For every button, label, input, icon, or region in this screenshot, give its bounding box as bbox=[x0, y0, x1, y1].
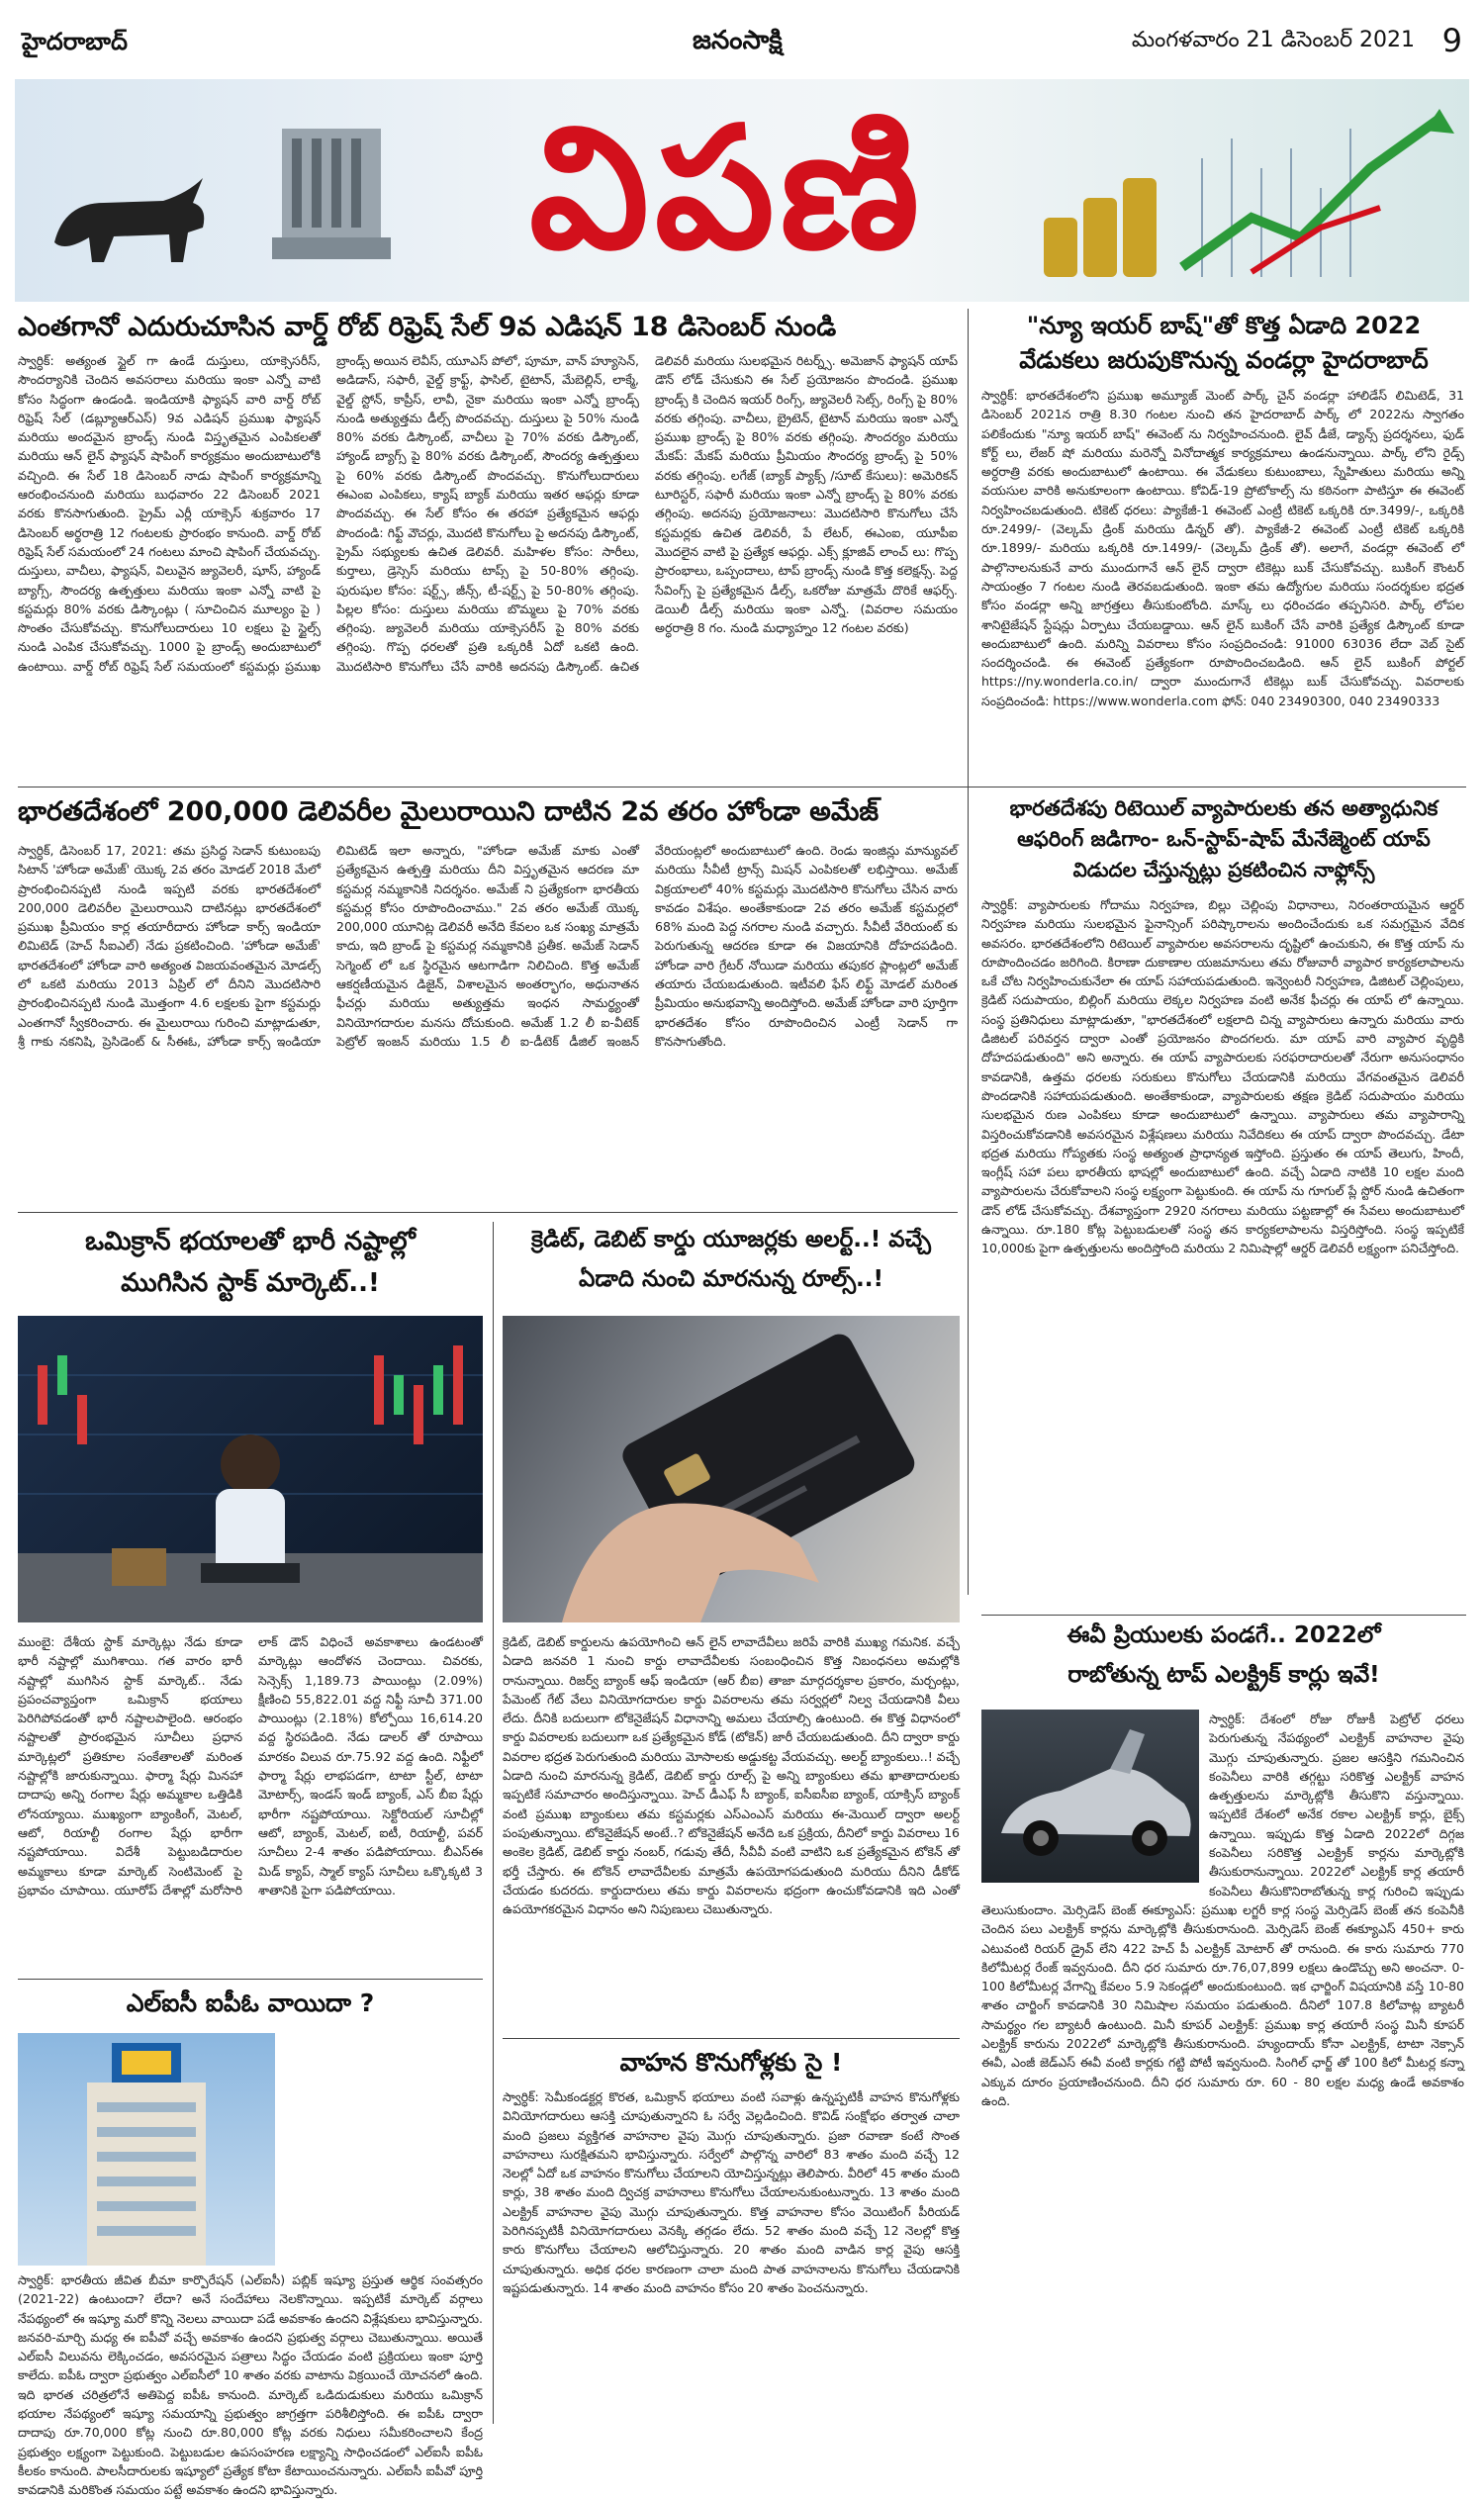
article-retail-headline-line2: ఆఫరింగ్ జడిగాం- ఒన్-స్టాప్-షాప్ మేనేజ్మెంట్ యాప్ bbox=[1017, 827, 1431, 851]
page-header bbox=[0, 0, 1484, 79]
column-divider bbox=[968, 309, 969, 1595]
section-banner bbox=[15, 79, 1469, 302]
article-stockmarket-headline-line2: ముగిసిన స్టాక్ మార్కెట్..! bbox=[121, 1268, 380, 1298]
article-retail-body: స్వార్ధిక్: వ్యాపారులకు గోదాము నిర్వహణ, బిల్లు చెల్లింపు విధానాలు, నిరంతరాయమైన ఆర్డర్ నిర్వహణ మరియు సులభమైన ఫైనాన్సింగ్ పరిష్కారాలను అందించేందుకు ఒక సమగ్రమైన వేదిక అవసరం. భారతదేశంలోని రిటెయిల్ వ్యాపారుల అవసరాలను దృష్టిలో ఉంచుకుని, ఈ కొత్త యాప్ ను రూపొందించడం జరిగింది. కిరాణా దుకాణాల యజమానులు తమ రోజువారీ వ్యాపార కార్యకలాపాలను ఒకే చోట నిర్వహించుకునేలా ఈ యాప్ సహాయపడుతుంది. ఇన్వెంటరీ నిర్వహణ, డిజిటల్ చెల్లింపులు, క్రెడిట్ సదుపాయం, బిల్లింగ్ మరియు లెక్కల నిర్వహణ వంటి అనేక ఫీచర్లు ఈ యాప్ లో ఉన్నాయి. సంస్థ ప్రతినిధులు మాట్లాడుతూ, "భారతదేశంలో లక్షలాది చిన్న వ్యాపారులు ఉన్నారు మరియు వారు డిజిటల్ పరివర్తన ద్వారా ఎంతో ప్రయోజనం పొందగలరు. మా యాప్ వారి వ్యాపార వృద్ధికి దోహదపడుతుంది" అని అన్నారు. ఈ యాప్ వ్యాపారులకు సరఫరాదారులతో నేరుగా అనుసంధానం కావడానికి, ఉత్తమ ధరలకు సరుకులు కొనుగోలు చేయడానికి మరియు వేగవంతమైన డెలివరీ పొందడానికి సహాయపడుతుంది. అంతేకాకుండా, వ్యాపారులకు తక్షణ క్రెడిట్ సదుపాయం మరియు సులభమైన రుణ ఎంపికలు కూడా అందుబాటులో ఉన్నాయి. వ్యాపారులు తమ వ్యాపారాన్ని విస్తరించుకోవడానికి అవసరమైన విశ్లేషణలు మరియు నివేదికలు ఈ యాప్ ద్వారా పొందవచ్చు. డేటా భద్రత మరియు గోప్యతకు సంస్థ అత్యంత ప్రాధాన్యత ఇస్తోంది. ప్రస్తుతం ఈ యాప్ తెలుగు, హిందీ, ఇంగ్లీష్ సహా పలు భారతీయ భాషల్లో అందుబాటులో ఉంది. వచ్చే ఏడాది నాటికి 10 లక్షల మంది వ్యాపారులను చేరుకోవాలని సంస్థ లక్ష్యంగా పెట్టుకుంది. ఈ యాప్ ను గూగుల్ ప్లే స్టోర్ నుండి ఉచితంగా డౌన్ లోడ్ చేసుకోవచ్చు. దేశవ్యాప్తంగా 2920 నగరాలు మరియు పట్టణాల్లో ఈ సేవలు అందుబాటులో ఉన్నాయి. రూ.180 కోట్ల పెట్టుబడులతో సంస్థ తన కార్యకలాపాలను విస్తరిస్తోంది. సంస్థ ఇప్పటికే 10,000కు పైగా ఉత్పత్తులను అందిస్తోంది మరియు 2 నిమిషాల్లో ఆర్డర్ డెలివరీ లక్ష్యంగా పనిచేస్తోంది. bbox=[981, 897, 1464, 1256]
article-vehicles-body: స్వార్ధిక్: సెమీకండక్టర్ల కొరత, ఒమిక్రాన్ భయాలు వంటి సవాళ్లు ఉన్నప్పటికీ వాహన కొనుగోళ్లకు వినియోగదారులు ఆసక్తి చూపుతున్నారని ఓ సర్వే వెల్లడించింది. కొవిడ్ సంక్షోభం తర్వాత చాలా మంది ప్రజలు వ్యక్తిగత వాహనాల వైపు మొగ్గు చూపుతున్నారు. ప్రజా రవాణా కంటే సొంత వాహనాలు సురక్షితమని భావిస్తున్నారు. సర్వేలో పాల్గొన్న వారిలో 83 శాతం మంది వచ్చే 12 నెలల్లో ఏదో ఒక వాహనం కొనుగోలు చేయాలని యోచిస్తున్నట్లు తెలిపారు. వీరిలో 45 శాతం మంది కార్లు, 38 శాతం మంది ద్విచక్ర వాహనాలు కొనుగోలు చేయాలనుకుంటున్నారు. 13 శాతం మంది ఎలక్ట్రిక్ వాహనాల వైపు మొగ్గు చూపుతున్నారు. కొత్త వాహనాల కోసం వెయిటింగ్ పీరియడ్ పెరిగినప్పటికీ వినియోగదారులు వెనక్కి తగ్గడం లేదు. 52 శాతం మంది వచ్చే 12 నెలల్లో కొత్త కారు కొనుగోలు చేయాలని ఆలోచిస్తున్నారు. 20 శాతం మంది వాడిన కార్ల వైపు ఆసక్తి చూపుతున్నారు. అధిక ధరల కారణంగా చాలా మంది పాత వాహనాలను కొనుగోలు చేయడానికి ఇష్టపడుతున్నారు. 14 శాతం మంది వాహనం కోసం 20 శాతం పెంచనున్నారు. bbox=[503, 2089, 960, 2295]
section-divider bbox=[503, 2038, 960, 2039]
page-number: 9 bbox=[1441, 22, 1462, 59]
article-wardrobe-body: స్వార్ధిక్: అత్యంత స్టైల్ గా ఉండే దుస్తులు, యాక్సెసరీస్, సౌందర్యానికి చెందిన అవసరాలు మరియు ఇంకా ఎన్నో వాటి కోసం సిద్ధంగా ఉండండి. ఇండియాకి ఫ్యాషన్ వారి వార్డ్ రోబ్ రిఫ్రెష్ సేల్ (డబ్ల్యూఆర్ఎస్) 9వ ఎడిషన్ ప్రముఖ ఫ్యాషన్ మరియు అందమైన బ్రాండ్స్ నుండి విస్తృతమైన ఎంపికలతో మరియు ఆన్ లైన్ ఫ్యాషన్ షాపింగ్ కార్యక్రమం అందుబాటులోకి వచ్చింది. ఈ సేల్ 18 డిసెంబర్ నాడు షాపింగ్ కార్యక్రమాన్ని ఆరంభించనుంది మరియు బుధవారం 22 డిసెంబర్ 2021 వరకు కొనసాగుతుంది. ప్రైమ్ ఎర్లీ యాక్సెస్ శుక్రవారం 17 డిసెంబర్ అర్థరాత్రి 12 గంటలకు ప్రారంభం కానుంది. వార్డ్ రోబ్ రిఫ్రెష్ సేల్ సమయంలో 24 గంటలు మాంచి షాపింగ్ చేయవచ్చు. దుస్తులు, వాచీలు, ఫ్యాషన్, విలువైన జ్యువెలరీ, షూస్, హ్యాండ్ బ్యాగ్స్, సౌందర్య ఉత్పత్తులు మరియు ఇంకా ఎన్నో వాటి పై కస్టమర్లు 80% వరకు డిస్కౌంట్లు ( సూచించిన మూల్యం పై ) సొంతం చేసుకోవచ్చు. కొనుగోలుదారులు 10 లక్షలు పై స్టైల్స్ నుండి ఎంపిక చేసుకోవచ్చు. 1000 పై బ్రాండ్స్ అందుబాటులో ఉంటాయి. వార్డ్ రోబ్ రిఫ్రెష్ సేల్ సమయంలో కస్టమర్లు ప్రముఖ బ్రాండ్స్ అయిన లెవీస్, యూఎస్ పోలో, పూమా, వాన్ హ్యూసెన్, అడిడాస్, సఫారీ, వైల్డ్ క్రాఫ్ట్, ఫాసిల్, టైటాన్, మేబెల్లిన్, లాక్మే, వైల్డ్ స్టోన్, కాప్రీస్, లావీ, నైకా మరియు ఇంకా ఎన్నో బ్రాండ్స్ నుండి అత్యుత్తమ డీల్స్ పొందవచ్చు. దుస్తులు పై 50% నుండి 80% వరకు డిస్కౌంట్, వాచీలు పై 70% వరకు డిస్కౌంట్, హ్యాండ్ బ్యాగ్స్ పై 80% వరకు డిస్కౌంట్, సౌందర్య ఉత్పత్తులు పై 60% వరకు డిస్కౌంట్ పొందవచ్చు. కొనుగోలుదారులు ఈఎంఐ ఎంపికలు, క్యాష్ బ్యాక్ మరియు ఇతర ఆఫర్లు కూడా పొందవచ్చు. ఈ సేల్ కోసం ఈ తరహా ప్రత్యేకమైన ఆఫర్లు పొందండి: గిఫ్ట్ వౌచర్లు, మొదటి కొనుగోలు పై అదనపు డిస్కౌంట్, ప్రైమ్ సభ్యులకు ఉచిత డెలివరీ. మహిళల కోసం: సారీలు, కుర్తాలు, డ్రెస్సెస్ మరియు టాప్స్ పై 50-80% తగ్గింపు. పురుషుల కోసం: షర్ట్స్, జీన్స్, టీ-షర్ట్స్ పై 50-80% తగ్గింపు. పిల్లల కోసం: దుస్తులు మరియు బొమ్మలు పై 70% వరకు తగ్గింపు. జ్యువెలరీ మరియు యాక్సెసరీస్ పై 80% వరకు తగ్గింపు. గొప్ప ధరలతో ప్రతి ఒక్కరికీ ఏదో ఒకటి ఉంది. మొదటిసారి కొనుగోలు చేసే వారికి అదనపు డిస్కౌంట్. ఉచిత డెలివరీ మరియు సులభమైన రిటర్న్స్. అమెజాన్ ఫ్యాషన్ యాప్ డౌన్ లోడ్ చేసుకుని ఈ సేల్ ప్రయోజనం పొందండి. ప్రముఖ బ్రాండ్స్ కి చెందిన ఇయర్ రింగ్స్, జ్యువెలరీ సెట్స్, రింగ్స్ పై 80% వరకు తగ్గింపు. వాచీలు, బ్రైటెన్, టైటాన్ మరియు ఇంకా ఎన్నో ప్రముఖ బ్రాండ్స్ పై 80% వరకు తగ్గింపు. సౌందర్యం మరియు మేకప్: మేకప్ మరియు ప్రీమియం సౌందర్య బ్రాండ్స్ పై 50% వరకు తగ్గింపు. లగేజ్ (బ్యాక్ ప్యాక్స్ /సూట్ కేసులు): అమెరికన్ టూరిస్టర్, సఫారీ మరియు ఇంకా ఎన్నో బ్రాండ్స్ పై 80% వరకు తగ్గింపు. అదనపు ప్రయోజనాలు: మొదటిసారి కొనుగోలు చేసే కస్టమర్లకు ఉచిత డెలివరీ, పే లేటర్, ఈఎంఐ, యూపీఐ మొదలైన వాటి పై ప్రత్యేక ఆఫర్లు. ఎక్స్ క్లూజివ్ లాంచ్ లు: గొప్ప ప్రారంభాలు, ఒప్పందాలు, టాప్ బ్రాండ్స్ నుండి కొత్త కలెక్షన్స్. పెద్ద సేవింగ్స్ పై ప్రత్యేకమైన డీల్స్, ఒకరోజు మాత్రమే దొరికే ఆఫర్స్. డెయిలీ డీల్స్ మరియు ఇంకా ఎన్నో. (వివరాల సమయం అర్ధరాత్రి 8 గం. నుండి మధ్యాహ్నం 12 గంటల వరకు) bbox=[18, 353, 958, 674]
newspaper-logo: జనంసాక్షి bbox=[693, 26, 783, 55]
article-wonderla-body: స్వార్ధిక్: భారతదేశంలోని ప్రముఖ అమ్యూజ్ మెంట్ పార్క్ చైన్ వండర్లా హాలిడేస్ లిమిటెడ్, 31 డిసెంబర్ 2021న రాత్రి 8.30 గంటల నుంచి తన హైదరాబాద్ పార్క్ లో 2022ను స్వాగతం పలికేందుకు "న్యూ ఇయర్ బాష్" ఈవెంట్ ను నిర్వహించనుంది. లైవ్ డీజే, డ్యాన్స్ ప్రదర్శనలు, ఫుడ్ కోర్ట్ లు, లేజర్ షో మరియు మరెన్నో వినోదాత్మక కార్యక్రమాలు ఉండనున్నాయి. పార్క్ లోని రైడ్స్ అర్ధరాత్రి వరకు అందుబాటులో ఉంటాయి. ఈ వేడుకలు కుటుంబాలు, స్నేహితులు మరియు అన్ని వయసుల వారికి అనుకూలంగా ఉంటాయి. కోవిడ్-19 ప్రోటోకాల్స్ ను కఠినంగా పాటిస్తూ ఈ ఈవెంట్ నిర్వహించబడుతుంది. టికెట్ ధరలు: ప్యాకేజీ-1 ఈవెంట్ ఎంట్రీ టికెట్ ఒక్కరికి రూ.3499/-, ఒక్కరికి రూ.2499/- (వెల్కమ్ డ్రింక్ మరియు డిన్నర్ తో). ప్యాకేజీ-2 ఈవెంట్ ఎంట్రీ టికెట్ ఒక్కరికి రూ.1899/- మరియు ఒక్కరికి రూ.1499/- (వెల్కమ్ డ్రింక్ తో). అలాగే, వండర్లా ఈవెంట్ లో పాల్గొనాలనుకునే వారు ముందుగానే ఆన్ లైన్ ద్వారా టికెట్లు బుక్ చేసుకోవచ్చు. బుకింగ్ కౌంటర్ సాయంత్రం 7 గంటల నుండి తెరవబడుతుంది. ఇంకా తమ ఉద్యోగుల మరియు సందర్శకుల భద్రత కోసం వండర్లా అన్ని జాగ్రత్తలు తీసుకుంటోంది. మాస్క్ లు ధరించడం తప్పనిసరి. పార్క్ లోపల శానిటైజేషన్ స్టేషన్లు ఏర్పాటు చేయబడ్డాయి. ఆన్ లైన్ బుకింగ్ చేసే వారికి ప్రత్యేక డిస్కౌంట్ కూడా అందుబాటులో ఉంది. మరిన్ని వివరాలు కోసం సంప్రదించండి: 91000 63036 లేదా వెబ్ సైట్ సందర్శించండి. ఈ ఈవెంట్ ప్రత్యేకంగా రూపొందించబడింది. ఆన్ లైన్ బుకింగ్ పోర్టల్ https://ny.wonderla.co.in/ ద్వారా ముందుగానే టికెట్లు బుక్ చేసుకోవచ్చు. వివరాలకు సంప్రదించండి: https://www.wonderla.com ఫోన్: 040 23490300, 040 23490333 bbox=[981, 388, 1464, 708]
section-divider bbox=[18, 1979, 483, 1980]
article-stockmarket-body: ముంబై: దేశీయ స్టాక్ మార్కెట్లు నేడు కూడా భారీ నష్టాల్లో ముగిశాయి. గత వారం భారీ నష్టాల్లో ముగిసిన స్టాక్ మార్కెట్.. నేడు ప్రపంచవ్యాప్తంగా ఒమిక్రాన్ భయాలు పెరిగిపోవడంతో భారీ నష్టాలపాలైంది. ఆరంభం నష్టాలతో ప్రారంభమైన సూచీలు ప్రధాన మార్కెట్లలో ప్రతికూల సంకేతాలతో మరింత నష్టాల్లోకి జారుకున్నాయి. ఫార్మా షేర్లు మినహా దాదాపు అన్ని రంగాల షేర్లు అమ్మకాల ఒత్తిడికి లోనయ్యాయి. ముఖ్యంగా బ్యాంకింగ్, మెటల్, ఆటో, రియాల్టీ రంగాల షేర్లు భారీగా నష్టపోయాయి. విదేశీ పెట్టుబడిదారుల అమ్మకాలు కూడా మార్కెట్ సెంటిమెంట్ పై ప్రభావం చూపాయి. యూరోప్ దేశాల్లో మరోసారి లాక్ డౌన్ విధించే అవకాశాలు ఉండటంతో మార్కెట్లు ఆందోళన చెందాయి. చివరకు, సెన్సెక్స్ 1,189.73 పాయింట్లు (2.09%) క్షీణించి 55,822.01 వద్ద నిఫ్టీ సూచీ 371.00 పాయింట్లు (2.18%) కోల్పోయి 16,614.20 వద్ద స్థిరపడింది. నేడు డాలర్ తో రూపాయి మారకం విలువ రూ.75.92 వద్ద ఉంది. నిఫ్టీలో ఫార్మా షేర్లు లాభపడగా, టాటా స్టీల్, టాటా మోటార్స్, ఇండస్ ఇండ్ బ్యాంక్, ఎస్ బీఐ షేర్లు భారీగా నష్టపోయాయి. సెక్టోరియల్ సూచీల్లో ఆటో, బ్యాంక్, మెటల్, ఐటీ, రియాల్టీ, పవర్ సూచీలు 2-4 శాతం పడిపోయాయి. బీఎస్ఈ మిడ్ క్యాప్, స్మాల్ క్యాప్ సూచీలు ఒక్కొక్కటి 3 శాతానికి పైగా పడిపోయాయి. bbox=[18, 1634, 483, 1898]
bull-illustration bbox=[45, 173, 213, 267]
stock-chart-background-icon bbox=[18, 1316, 483, 1622]
section-title: విపణి bbox=[529, 89, 926, 287]
issue-date: మంగళవారం 21 డిసెంబర్ 2021 bbox=[1131, 28, 1415, 52]
lic-building-icon bbox=[18, 2033, 275, 2266]
edition-city: హైదరాబాద్ bbox=[22, 28, 128, 55]
article-stockmarket-headline-line1: ఒమిక్రాన్ భయాలతో భారీ నష్టాల్లో bbox=[85, 1227, 416, 1256]
market-graph-illustration bbox=[1004, 99, 1459, 287]
credit-card-icon bbox=[503, 1316, 960, 1622]
article-ev-headline-line1: ఈవీ ప్రియులకు పండగే.. 2022లో bbox=[1067, 1622, 1381, 1648]
article-lic-headline: ఎల్ఐసీ ఐపీఓ వాయిదా ? bbox=[126, 1989, 375, 2017]
article-cards-body: క్రెడిట్, డెబిట్ కార్డులను ఉపయోగించి ఆన్ లైన్ లావాదేవీలు జరిపే వారికి ముఖ్య గమనిక. వచ్చే ఏడాది జనవరి 1 నుంచి కార్డు లావాదేవీలకు సంబంధించిన కొత్త నిబంధనలు అమల్లోకి రానున్నాయి. రిజర్వ్ బ్యాంక్ ఆఫ్ ఇండియా (ఆర్ బీఐ) తాజా మార్గదర్శకాల ప్రకారం, మర్చంట్లు, పేమెంట్ గేట్ వేలు వినియోగదారుల కార్డు వివరాలను తమ సర్వర్లలో నిల్వ చేయడానికి వీలు లేదు. దీనికి బదులుగా టోకెనైజేషన్ విధానాన్ని అమలు చేయాల్సి ఉంటుంది. ఈ కొత్త విధానంలో కార్డు వివరాలకు బదులుగా ఒక ప్రత్యేకమైన కోడ్ (టోకెన్) జారీ చేయబడుతుంది. దీని ద్వారా కార్డు వివరాల భద్రత పెరుగుతుంది మరియు మోసాలకు అడ్డుకట్ట వేయవచ్చు. అలర్ట్ బ్యాంకులు..! వచ్చే ఏడాది నుంచి మారనున్న క్రెడిట్, డెబిట్ కార్డు రూల్స్ పై అన్ని బ్యాంకులు తమ ఖాతాదారులకు ఇప్పటికే సమాచారం అందిస్తున్నాయి. హెచ్ డీఎఫ్ సీ బ్యాంక్, ఐసీఐసీఐ బ్యాంక్, యాక్సిస్ బ్యాంక్ వంటి ప్రముఖ బ్యాంకులు తమ కస్టమర్లకు ఎస్ఎంఎస్ మరియు ఈ-మెయిల్ ద్వారా అలర్ట్ పంపుతున్నాయి. టోకెనైజేషన్ అంటే..? టోకెనైజేషన్ అనేది ఒక ప్రక్రియ, దీనిలో కార్డు వివరాలు 16 అంకెల క్రెడిట్, డెబిట్ కార్డు నంబర్, గడువు తేదీ, సీవీవీ వంటి వాటిని ఒక ప్రత్యేకమైన టోకెన్ తో భర్తీ చేస్తారు. ఈ టోకెన్ లావాదేవీలకు మాత్రమే ఉపయోగపడుతుంది మరియు దీనిని డీకోడ్ చేయడం కుదరదు. కార్డుదారులు తమ కార్డు వివరాలను భద్రంగా ఉంచుకోవడానికి ఇది ఎంతో ఉపయోగకరమైన విధానం అని నిపుణులు చెబుతున్నారు. bbox=[503, 1634, 960, 1917]
stock-exchange-illustration bbox=[252, 119, 411, 267]
article-retail-headline-line1: భారతదేశపు రిటెయిల్ వ్యాపారులకు తన అత్యాధునిక bbox=[1009, 796, 1438, 820]
section-divider bbox=[981, 1615, 1466, 1616]
article-wonderla-headline-line1: "న్యూ ఇయర్ బాష్"తో కొత్త ఏడాది 2022 bbox=[1026, 312, 1422, 339]
section-divider bbox=[18, 1212, 958, 1213]
article-honda-body: స్వార్ధిక్, డిసెంబర్ 17, 2021: తమ ప్రసిద్ధ సెడాన్ కుటుంబపు సిటాన్ 'హోండా అమేజ్' యొక్క 2వ తరం మోడల్ 2018 మేలో ప్రారంభించినప్పటి నుండి ఇప్పటి వరకు భారతదేశంలో 200,000 డెలివరీల మైలురాయిని దాటినట్లు భారతదేశంలో ప్రముఖ ప్రీమియం కార్ల తయారీదారు హోండా కార్స్ ఇండియా లిమిటెడ్ (హెచ్ సీఐఎల్) నేడు ప్రకటించింది. 'హోండా అమేజ్' భారతదేశంలో హోండా వారి అత్యంత విజయవంతమైన మోడల్స్ లో ఒకటి మరియు 2013 ఏప్రిల్ లో దీనిని మొదటిసారి ప్రారంభించినప్పటి నుండి మొత్తంగా 4.6 లక్షలకు పైగా కస్టమర్లు ఎంతగానో స్వీకరించారు. ఈ మైలురాయి గురించి మాట్లాడుతూ, శ్రీ గాకు నకనిషి, ప్రెసిడెంట్ & సీఈఓ, హోండా కార్స్ ఇండియా లిమిటెడ్ ఇలా అన్నారు, "హోండా అమేజ్ మాకు ఎంతో ప్రత్యేకమైన ఉత్పత్తి మరియు దీని విస్తృతమైన ఆదరణ మా కస్టమర్ల నమ్మకానికి నిదర్శనం. అమేజ్ ని ప్రత్యేకంగా భారతీయ కస్టమర్ల కోసం రూపొందించాము." 2వ తరం అమేజ్ యొక్క 200,000 యూనిట్ల డెలివరీ అనేది కేవలం ఒక సంఖ్య మాత్రమే కాదు, ఇది బ్రాండ్ పై కస్టమర్ల నమ్మకానికి ప్రతీక. అమేజ్ సెడాన్ సెగ్మెంట్ లో ఒక స్థిరమైన ఆటగాడిగా నిలిచింది. కొత్త అమేజ్ ఆకర్షణీయమైన డిజైన్, విశాలమైన అంతర్భాగం, అధునాతన ఫీచర్లు మరియు అత్యుత్తమ ఇంధన సామర్థ్యంతో వినియోగదారుల మనసు దోచుకుంది. అమేజ్ 1.2 లీ ఐ-వీటెక్ పెట్రోల్ ఇంజన్ మరియు 1.5 లీ ఐ-డీటెక్ డీజిల్ ఇంజన్ వేరియంట్లలో అందుబాటులో ఉంది. రెండు ఇంజిన్లు మాన్యువల్ మరియు సీవీటీ ట్రాన్స్ మిషన్ ఎంపికలతో లభిస్తాయి. అమేజ్ విక్రయాలలో 40% కస్టమర్లు మొదటిసారి కొనుగోలు చేసిన వారు కావడం విశేషం. అంతేకాకుండా 2వ తరం అమేజ్ కస్టమర్లలో 68% మంది పెద్ద నగరాల నుండి వచ్చారు. సీవీటీ వేరియంట్ కు పెరుగుతున్న ఆదరణ కూడా ఈ విజయానికి దోహదపడింది. హోండా వారి గ్రేటర్ నోయిడా మరియు తపుకర ప్లాంట్లలో అమేజ్ తయారు చేయబడుతుంది. ఇటీవలి ఫేస్ లిఫ్ట్ మోడల్ మరింత ప్రీమియం అనుభవాన్ని అందిస్తోంది. అమేజ్ హోండా వారి పూర్తిగా భారతదేశం కోసం రూపొందించిన ఎంట్రీ సెడాన్ గా కొనసాగుతోంది. bbox=[18, 843, 958, 1049]
article-lic-body: స్వార్ధిక్: భారతీయ జీవిత బీమా కార్పొరేషన్ (ఎల్ఐసీ) పబ్లిక్ ఇష్యూ ప్రస్తుత ఆర్థిక సంవత్సరం (2021-22) ఉంటుందా? లేదా? అనే సందేహాలు నెలకొన్నాయి. ఇప్పటికే మార్కెట్ వర్గాలు నేపథ్యంలో ఈ ఇష్యూ మరో కొన్ని నెలలు వాయిదా పడే అవకాశం ఉందని విశ్లేషకులు భావిస్తున్నారు. జనవరి-మార్చి మధ్య ఈ ఐపీవో వచ్చే అవకాశం ఉందని ప్రభుత్వ వర్గాలు చెబుతున్నాయి. అయితే ఎల్ఐసీ విలువను లెక్కించడం, అవసరమైన పత్రాలు సిద్ధం చేయడం వంటి ప్రక్రియలు ఇంకా పూర్తి కాలేదు. ఐపీఓ ద్వారా ప్రభుత్వం ఎల్ఐసీలో 10 శాతం వరకు వాటాను విక్రయించే యోచనలో ఉంది. ఇది భారత చరిత్రలోనే అతిపెద్ద ఐపీఓ కానుంది. మార్కెట్ ఒడిదుడుకులు మరియు ఒమిక్రాన్ భయాల నేపథ్యంలో ఇష్యూ సమయాన్ని ప్రభుత్వం జాగ్రత్తగా పరిశీలిస్తోంది. ఈ ఐపీఓ ద్వారా దాదాపు రూ.70,000 కోట్ల నుంచి రూ.80,000 కోట్ల వరకు నిధులు సమీకరించాలని కేంద్ర ప్రభుత్వం లక్ష్యంగా పెట్టుకుంది. పెట్టుబడుల ఉపసంహరణ లక్ష్యాన్ని సాధించడంలో ఎల్ఐసీ ఐపీఓ కీలకం కానుంది. పాలసీదారులకు ఇష్యూలో ప్రత్యేక కోటా కేటాయించనున్నారు. ఎల్ఐసీ ఐపీవో పూర్తి కావడానికి మరికొంత సమయం పట్టే అవకాశం ఉందని భావిస్తున్నారు. bbox=[18, 2272, 483, 2498]
image-wrap-spacer bbox=[981, 1710, 1209, 1888]
column-divider bbox=[493, 1222, 494, 2424]
article-cards-headline-line1: క్రెడిట్, డెబిట్ కార్డు యూజర్లకు అలర్ట్..! వచ్చే bbox=[530, 1227, 932, 1252]
article-vehicles-headline: వాహన కొనుగోళ్లకు సై ! bbox=[619, 2048, 843, 2077]
article-ev-body: స్వార్ధిక్: దేశంలో రోజు రోజుకీ పెట్రోల్ ధరలు పెరుగుతున్న నేపథ్యంలో ఎలక్ట్రిక్ వాహనాల వైపు మొగ్గు చూపుతున్నారు. ప్రజల ఆసక్తిని గమనించిన కంపెనీలు వారికి తగ్గట్టు సరికొత్త ఎలక్ట్రిక్ వాహన ఉత్పత్తులను మార్కెట్లోకి తీసుకొని వస్తున్నాయి. ఇప్పటికే దేశంలో అనేక రకాల ఎలక్ట్రిక్ కార్లు, బైక్స్ ఉన్నాయి. ఇప్పుడు కొత్త ఏడాది 2022లో దిగ్గజ కంపెనీలు సరికొత్త ఎలక్ట్రిక్ కార్లను మార్కెట్లోకి తీసుకురానున్నాయి. 2022లో ఎలక్ట్రిక్ కార్ల తయారీ కంపెనీలు తీసుకొనిరాబోతున్న కార్ల గురించి ఇప్పుడు తెలుసుకుందాం. మెర్సిడెస్ బెంజ్ ఈక్యూఎస్: ప్రముఖ లగ్జరీ కార్ల సంస్థ మెర్సిడెస్ బెంజ్ తన కంపెనీకి చెందిన పలు ఎలక్ట్రిక్ కార్లను మార్కెట్లోకి తీసుకురానుంది. మెర్సిడెస్ బెంజ్ ఈక్యూఎస్ 450+ కారు ఎటువంటి రియర్ డ్రైవ్ లేని 422 హెచ్ పీ ఎలక్ట్రిక్ మోటార్ తో రానుంది. ఈ కారు సుమారు 770 కిలోమీటర్ల రేంజ్ ఇవ్వనుంది. దీని ధర సుమారు రూ.76,07,899 లక్షలు ఉండొచ్చు అని అంచనా. 0-100 కిలోమీటర్ల వేగాన్ని కేవలం 5.9 సెకండ్లలో అందుకుంటుంది. ఇక ఛార్జింగ్ విషయానికి వస్తే 10-80 శాతం చార్జింగ్ కావడానికి 30 నిమిషాల సమయం పడుతుంది. దీనిలో 107.8 కిలోవాట్ల బ్యాటరీ సామర్థ్యం గల బ్యాటరీ ఉంటుంది. మినీ కూపర్ ఎలక్ట్రిక్: ప్రముఖ కార్ల తయారీ సంస్థ మినీ కూపర్ ఎలక్ట్రిక్ కారును 2022లో మార్కెట్లోకి తీసుకురానుంది. హ్యుందాయ్ కోనా ఎలక్ట్రిక్, టాటా నెక్సాన్ ఈవీ, ఎంజీ జెడ్ఎస్ ఈవీ వంటి కార్లకు గట్టి పోటీ ఇవ్వనుంది. సింగిల్ ఛార్జ్ తో 100 కిలో మీటర్ల కన్నా ఎక్కువ దూరం ప్రయాణించనుంది. దీని ధర సుమారు రూ. 60 - 80 లక్షల మధ్య ఉండే అవకాశం ఉంది. bbox=[981, 1712, 1464, 2108]
article-cards-headline-line2: ఏడాది నుంచి మారనున్న రూల్స్..! bbox=[578, 1266, 884, 1292]
credit-card-photo bbox=[503, 1316, 960, 1622]
article-retail-headline-line3: విడుదల చేస్తున్నట్లు ప్రకటించిన నాఫ్లోన్స్ bbox=[1072, 858, 1375, 881]
article-honda-headline: భారతదేశంలో 200,000 డెలివరీల మైలురాయిని దాటిన 2వ తరం హోండా అమేజ్ bbox=[18, 796, 880, 827]
article-wonderla-headline-line2: వేడుకలు జరుపుకొనున్న వండర్లా హైదరాబాద్ bbox=[1019, 346, 1429, 374]
article-ev-headline-line2: రాబోతున్న టాప్ ఎలక్ట్రిక్ కార్లు ఇవే! bbox=[1067, 1662, 1380, 1688]
stock-market-photo bbox=[18, 1316, 483, 1622]
article-wardrobe-headline: ఎంతగానో ఎదురుచూసిన వార్డ్ రోబ్ రిఫ్రెష్ సేల్ 9వ ఎడిషన్ 18 డిసెంబర్ నుండి bbox=[18, 312, 837, 342]
lic-building-photo bbox=[18, 2033, 275, 2266]
